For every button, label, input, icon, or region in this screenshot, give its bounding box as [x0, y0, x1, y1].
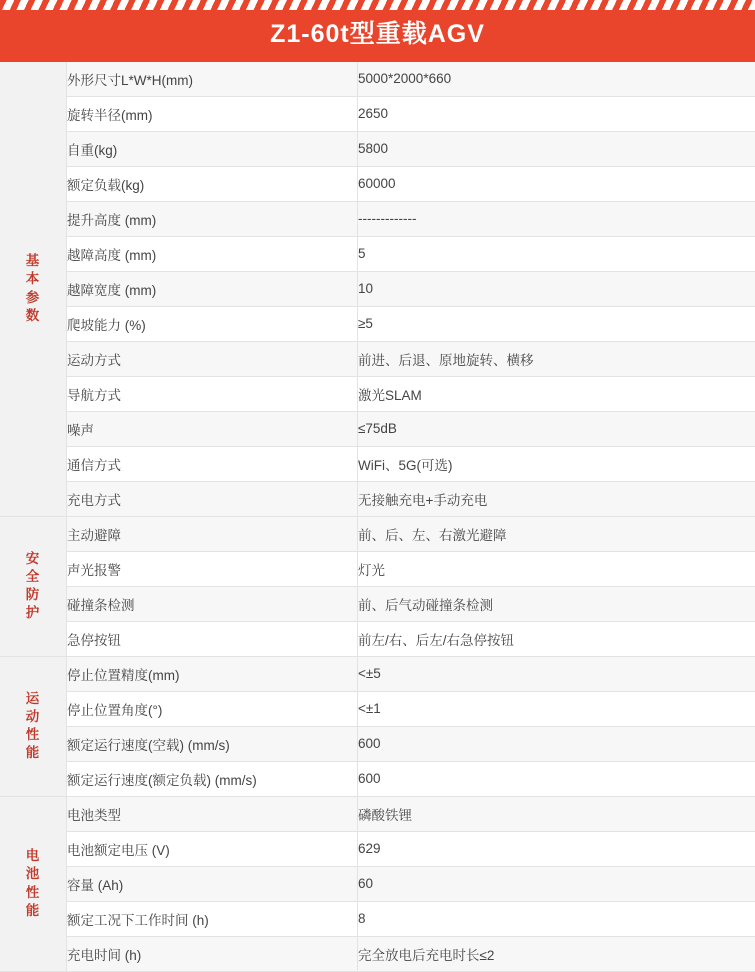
spec-value: 5000*2000*660: [358, 62, 755, 97]
table-row: [0, 446, 755, 481]
group-header-cell: [0, 62, 67, 517]
spec-label: 额定工况下工作时间 (h): [67, 901, 358, 936]
spec-value: 激光SLAM: [358, 376, 755, 411]
table-row: [0, 62, 755, 97]
spec-value: 磷酸铁锂: [358, 796, 755, 831]
spec-value: <±1: [358, 691, 755, 726]
table-row: [0, 131, 755, 166]
spec-label: 容量 (Ah): [67, 866, 358, 901]
spec-value: 无接触充电+手动充电: [358, 481, 755, 516]
spec-label: 电池类型: [67, 796, 358, 831]
spec-value: 前进、后退、原地旋转、横移: [358, 341, 755, 376]
spec-label: 越障高度 (mm): [67, 236, 358, 271]
page-title: Z1-60t型重载AGV: [0, 10, 755, 62]
spec-value: 600: [358, 761, 755, 796]
table-row: [0, 306, 755, 341]
table-row: [0, 166, 755, 201]
table-row: [0, 341, 755, 376]
spec-label: 主动避障: [67, 516, 358, 551]
group-header-cell: [0, 516, 67, 656]
decorative-hatch-stripe: [0, 0, 755, 10]
spec-value: 2650: [358, 96, 755, 131]
spec-label: 自重(kg): [67, 131, 358, 166]
spec-label: 导航方式: [67, 376, 358, 411]
spec-label: 额定负载(kg): [67, 166, 358, 201]
group-header-label: 电池性能: [25, 847, 41, 920]
table-row: [0, 551, 755, 586]
table-row: [0, 236, 755, 271]
spec-label: 提升高度 (mm): [67, 201, 358, 236]
spec-value: 600: [358, 726, 755, 761]
spec-label: 噪声: [67, 411, 358, 446]
spec-value: 60: [358, 866, 755, 901]
table-row: [0, 901, 755, 936]
spec-value: 前左/右、后左/右急停按钮: [358, 621, 755, 656]
table-row: [0, 481, 755, 516]
group-header-cell: [0, 656, 67, 796]
table-row: [0, 96, 755, 131]
spec-value: 前、后、左、右激光避障: [358, 516, 755, 551]
group-header-label: 基本参数: [25, 252, 41, 325]
spec-label: 充电时间 (h): [67, 936, 358, 971]
spec-label: 充电方式: [67, 481, 358, 516]
spec-value: ≤75dB: [358, 411, 755, 446]
spec-value: -------------: [358, 201, 755, 236]
spec-label: 通信方式: [67, 446, 358, 481]
table-row: [0, 866, 755, 901]
spec-label: 越障宽度 (mm): [67, 271, 358, 306]
table-row: [0, 411, 755, 446]
spec-label: 额定运行速度(空载) (mm/s): [67, 726, 358, 761]
table-row: [0, 796, 755, 831]
spec-label: 额定运行速度(额定负载) (mm/s): [67, 761, 358, 796]
group-header-cell: [0, 796, 67, 971]
table-row: [0, 621, 755, 656]
spec-value: 10: [358, 271, 755, 306]
spec-value: 629: [358, 831, 755, 866]
table-row: [0, 586, 755, 621]
spec-value: 60000: [358, 166, 755, 201]
specification-table-body: [0, 62, 755, 972]
spec-label: 电池额定电压 (V): [67, 831, 358, 866]
spec-value: <±5: [358, 656, 755, 691]
table-row: [0, 271, 755, 306]
spec-value: 5800: [358, 131, 755, 166]
spec-label: 运动方式: [67, 341, 358, 376]
spec-value: 完全放电后充电时长≤2: [358, 936, 755, 971]
group-header-label: 安全防护: [25, 550, 41, 623]
spec-value: 前、后气动碰撞条检测: [358, 586, 755, 621]
table-row: [0, 936, 755, 971]
specification-table: [0, 62, 755, 972]
spec-label: 碰撞条检测: [67, 586, 358, 621]
group-header-label: 运动性能: [25, 690, 41, 763]
spec-value: ≥5: [358, 306, 755, 341]
table-row: [0, 656, 755, 691]
spec-label: 爬坡能力 (%): [67, 306, 358, 341]
table-row: [0, 691, 755, 726]
spec-label: 旋转半径(mm): [67, 96, 358, 131]
table-row: [0, 376, 755, 411]
spec-label: 急停按钮: [67, 621, 358, 656]
spec-label: 停止位置角度(°): [67, 691, 358, 726]
spec-value: 8: [358, 901, 755, 936]
table-row: [0, 726, 755, 761]
table-row: [0, 201, 755, 236]
table-row: [0, 831, 755, 866]
spec-value: WiFi、5G(可选): [358, 446, 755, 481]
spec-label: 声光报警: [67, 551, 358, 586]
spec-value: 灯光: [358, 551, 755, 586]
table-row: [0, 761, 755, 796]
spec-value: 5: [358, 236, 755, 271]
spec-label: 停止位置精度(mm): [67, 656, 358, 691]
spec-label: 外形尺寸L*W*H(mm): [67, 62, 358, 97]
table-row: [0, 516, 755, 551]
